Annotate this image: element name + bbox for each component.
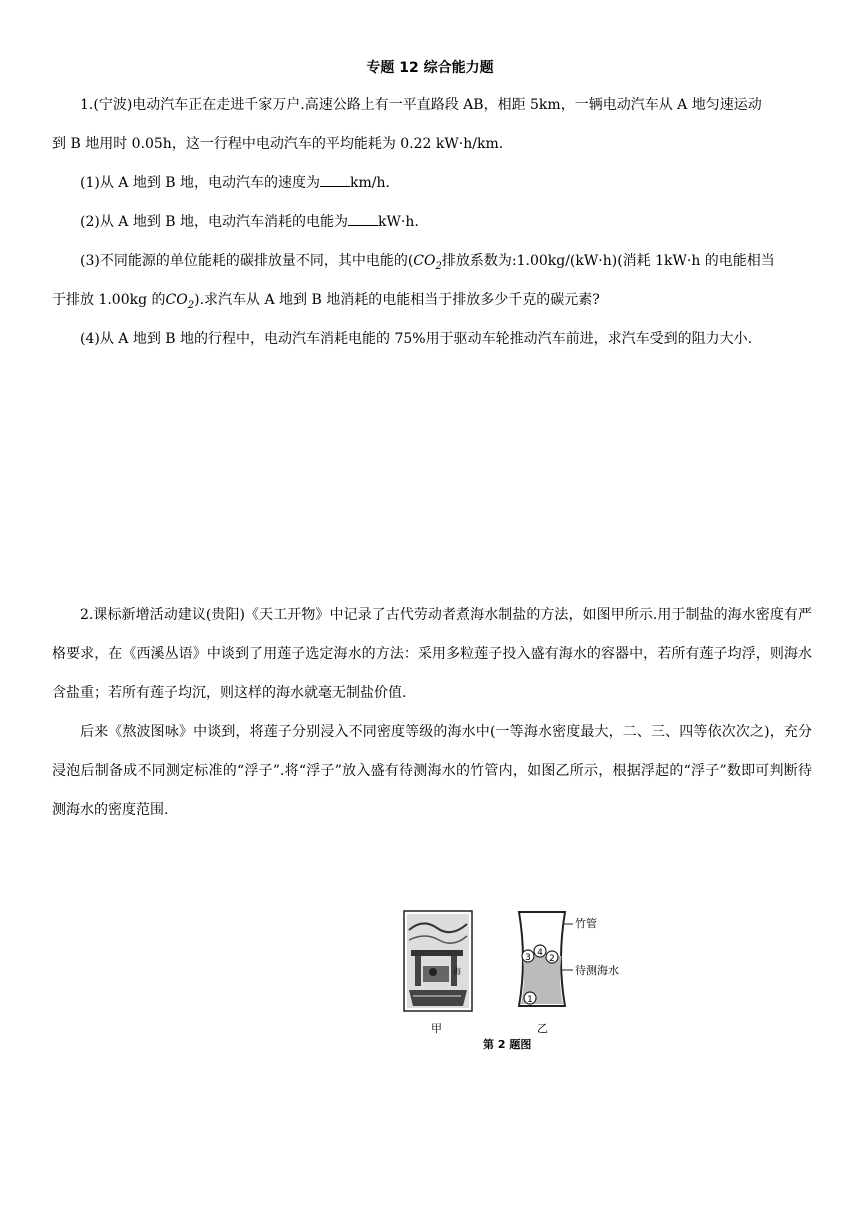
- q2-paragraph-1: 2.课标新增活动建议(贵阳)《天工开物》中记录了古代劳动者煮海水制盐的方法，如图甲所示.用于制盐的海水密度有严格要求，在《西溪丛语》中谈到了用莲子选定海水的方法：采用多粒莲子投入盛有海水的容器中，若所有莲子均浮，则海水含盐重；若所有莲子均沉，则这样的海水就毫无制盐价值.: [52, 607, 812, 701]
- q1-part3-text-d: ).求汽车从 A 地到 B 地消耗的电能相当于排放多少千克的碳元素?: [194, 292, 600, 308]
- label-yi: 乙: [537, 1022, 548, 1035]
- q1-part3-text-a: (3)不同能源的单位能耗的碳排放量不同，其中电能的(: [80, 253, 414, 269]
- float-1-number: 1: [527, 995, 533, 1005]
- co2-subscript: 2: [187, 299, 195, 311]
- label-bamboo-tube: 竹管: [575, 917, 597, 930]
- co2-symbol: CO: [413, 253, 436, 269]
- q1-part2-blank[interactable]: [348, 213, 378, 226]
- figure-caption: 第 2 题图: [483, 1038, 532, 1051]
- float-2: [546, 951, 558, 964]
- woodcut-lettering: 海: [453, 967, 461, 976]
- float-3-number: 3: [525, 953, 531, 963]
- q1-part3-line2: [52, 290, 812, 316]
- label-jia: 甲: [431, 1022, 442, 1035]
- q2-paragraph-2: 后来《熬波图咏》中谈到，将莲子分别浸入不同密度等级的海水中(一等海水密度最大，二、三、四等依次次之)，充分浸泡后制备成不同测定标准的“浮子”.将“浮子”放入盛有待测海水的竹管内，如图乙所示，根据浮起的“浮子”数即可判断待测海水的密度范围.: [52, 724, 812, 818]
- float-1: [524, 992, 536, 1005]
- float-4: [534, 945, 546, 958]
- woodcut-illustration: [403, 910, 473, 1015]
- float-2-number: 2: [549, 954, 555, 964]
- co2-formula: [413, 253, 442, 272]
- float-3: [522, 950, 534, 963]
- question2-figure: [395, 900, 645, 1050]
- q1-part2: [52, 212, 812, 232]
- q1-part3-text-c: 于排放 1.00kg 的: [52, 292, 166, 308]
- q1-part4: (4)从 A 地到 B 地的行程中，电动汽车消耗电能的 75%用于驱动车轮推动汽车前进，求汽车受到的阻力大小.: [80, 331, 753, 347]
- q1-part2-text: (2)从 A 地到 B 地，电动汽车消耗的电能为: [80, 214, 349, 230]
- q1-part1-text: (1)从 A 地到 B 地，电动汽车的速度为: [80, 175, 321, 191]
- label-test-seawater: 待测海水: [575, 964, 619, 977]
- q1-part1-blank[interactable]: [320, 174, 350, 187]
- q1-part2-unit: kW·h.: [378, 214, 419, 230]
- q1-part1: [52, 173, 812, 193]
- q1-part3-line1: [52, 251, 812, 277]
- co2-formula: [165, 292, 195, 311]
- bamboo-tube-diagram: [513, 910, 573, 1010]
- page-title: 专题 12 综合能力题: [366, 60, 494, 76]
- co2-subscript: 2: [435, 260, 442, 272]
- float-4-number: 4: [537, 948, 543, 958]
- q1-intro-line2: 到 B 地用时 0.05h，这一行程中电动汽车的平均能耗为 0.22 kW·h/km.: [52, 136, 504, 152]
- co2-symbol: CO: [165, 292, 188, 308]
- q1-intro-line1: 1.(宁波)电动汽车正在走进千家万户.高速公路上有一平直路段 AB，相距 5km，一辆电动汽车从 A 地匀速运动: [80, 97, 762, 113]
- q1-part1-unit: km/h.: [350, 175, 390, 191]
- q1-part3-text-b: 排放系数为:1.00kg/(kW·h)(消耗 1kW·h 的电能相当: [441, 253, 775, 269]
